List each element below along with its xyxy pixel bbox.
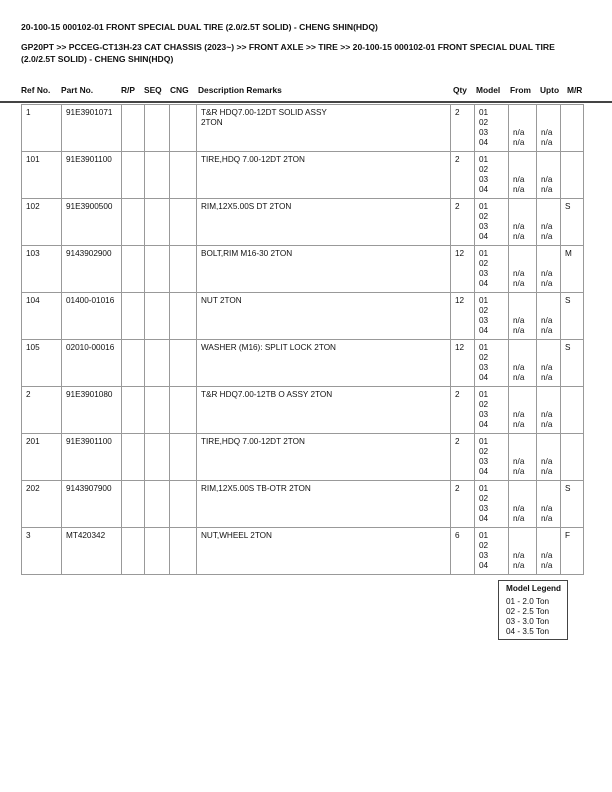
model-code: 03 (479, 504, 489, 513)
na-value: n/a (541, 175, 553, 184)
na-value: n/a (541, 326, 553, 335)
seq-cell (145, 434, 170, 481)
na-value: n/a (513, 185, 525, 194)
cng-cell (170, 387, 197, 434)
upto-cell (537, 199, 561, 246)
desc-cell (197, 199, 451, 246)
seq-cell (145, 293, 170, 340)
qty-cell (451, 293, 475, 340)
col-qty: Qty (453, 85, 467, 95)
model-code: 01 (479, 155, 489, 164)
description: NUT 2TON (201, 296, 242, 305)
description: TIRE,HDQ 7.00-12DT 2TON (201, 437, 305, 446)
part-no: 9143907900 (66, 484, 112, 493)
col-seq: SEQ (144, 85, 162, 95)
na-value: n/a (541, 279, 553, 288)
description: T&R HDQ7.00-12TB O ASSY 2TON (201, 390, 333, 399)
from-cell (509, 152, 537, 199)
part-cell (62, 293, 122, 340)
model-code: 02 (479, 212, 489, 221)
from-cell (509, 528, 537, 575)
model-code: 04 (479, 185, 489, 194)
legend-item: 02 - 2.5 Ton (506, 607, 550, 616)
upto-cell (537, 434, 561, 481)
model-code: 01 (479, 437, 489, 446)
model-code: 02 (479, 165, 489, 174)
model-code: 01 (479, 108, 489, 117)
na-value: n/a (513, 128, 525, 137)
qty: 2 (455, 390, 460, 399)
model-code: 02 (479, 400, 489, 409)
model-code: 04 (479, 232, 489, 241)
model-code: 03 (479, 175, 489, 184)
mr-code: S (565, 202, 571, 211)
model-code: 01 (479, 296, 489, 305)
upto-cell (537, 152, 561, 199)
table-row (22, 481, 584, 528)
model-code: 01 (479, 343, 489, 352)
cng-cell (170, 293, 197, 340)
from-cell (509, 293, 537, 340)
mr-cell (561, 434, 584, 481)
col-mr: M/R (567, 85, 583, 95)
col-rp: R/P (121, 85, 135, 95)
part-no: 01400-01016 (66, 296, 115, 305)
ref-cell (22, 528, 62, 575)
na-value: n/a (541, 504, 553, 513)
ref-no: 1 (26, 108, 31, 117)
seq-cell (145, 340, 170, 387)
na-value: n/a (541, 185, 553, 194)
qty-cell (451, 199, 475, 246)
upto-cell (537, 481, 561, 528)
mr-code: M (565, 249, 572, 258)
na-value: n/a (541, 269, 553, 278)
desc-cell (197, 434, 451, 481)
ref-cell (22, 246, 62, 293)
na-value: n/a (541, 514, 553, 523)
cng-cell (170, 481, 197, 528)
description: RIM,12X5.00S TB-OTR 2TON (201, 484, 311, 493)
rp-cell (122, 528, 145, 575)
na-value: n/a (513, 232, 525, 241)
qty-cell (451, 528, 475, 575)
na-value: n/a (513, 457, 525, 466)
na-value: n/a (541, 373, 553, 382)
qty: 2 (455, 437, 460, 446)
part-no: MT420342 (66, 531, 106, 540)
model-cell (475, 434, 509, 481)
mr-cell (561, 528, 584, 575)
upto-cell (537, 340, 561, 387)
cng-cell (170, 340, 197, 387)
from-cell (509, 340, 537, 387)
model-code: 02 (479, 541, 489, 550)
from-cell (509, 246, 537, 293)
model-cell (475, 246, 509, 293)
model-code: 03 (479, 269, 489, 278)
na-value: n/a (513, 410, 525, 419)
ref-cell (22, 340, 62, 387)
part-cell (62, 105, 122, 152)
na-value: n/a (541, 551, 553, 560)
seq-cell (145, 152, 170, 199)
desc-cell (197, 387, 451, 434)
mr-cell (561, 105, 584, 152)
part-no: 02010-00016 (66, 343, 115, 352)
na-value: n/a (513, 561, 525, 570)
col-ref: Ref No. (21, 85, 51, 95)
table-row (22, 340, 584, 387)
na-value: n/a (513, 504, 525, 513)
na-value: n/a (541, 363, 553, 372)
rp-cell (122, 293, 145, 340)
from-cell (509, 434, 537, 481)
na-value: n/a (513, 467, 525, 476)
model-code: 04 (479, 326, 489, 335)
qty: 12 (455, 296, 465, 305)
ref-no: 3 (26, 531, 31, 540)
model-cell (475, 481, 509, 528)
table-row (22, 246, 584, 293)
na-value: n/a (513, 326, 525, 335)
rp-cell (122, 481, 145, 528)
na-value: n/a (513, 316, 525, 325)
model-code: 03 (479, 316, 489, 325)
cng-cell (170, 246, 197, 293)
model-cell (475, 387, 509, 434)
rp-cell (122, 152, 145, 199)
mr-cell (561, 387, 584, 434)
rp-cell (122, 387, 145, 434)
cng-cell (170, 152, 197, 199)
mr-cell (561, 340, 584, 387)
na-value: n/a (513, 363, 525, 372)
qty-cell (451, 152, 475, 199)
model-legend (498, 580, 568, 640)
ref-no: 103 (26, 249, 40, 258)
description: WASHER (M16): SPLIT LOCK 2TON (201, 343, 336, 352)
desc-cell (197, 152, 451, 199)
model-code: 02 (479, 306, 489, 315)
ref-no: 201 (26, 437, 40, 446)
header-rule (0, 101, 612, 103)
part-cell (62, 152, 122, 199)
cng-cell (170, 434, 197, 481)
col-cng: CNG (170, 85, 189, 95)
model-code: 04 (479, 467, 489, 476)
ref-cell (22, 387, 62, 434)
part-cell (62, 528, 122, 575)
mr-code: F (565, 531, 571, 540)
mr-cell (561, 152, 584, 199)
mr-cell (561, 199, 584, 246)
desc-cell (197, 293, 451, 340)
na-value: n/a (541, 561, 553, 570)
mr-cell (561, 481, 584, 528)
upto-cell (537, 293, 561, 340)
seq-cell (145, 387, 170, 434)
parts-table (21, 104, 584, 575)
part-cell (62, 481, 122, 528)
qty-cell (451, 387, 475, 434)
description: TIRE,HDQ 7.00-12DT 2TON (201, 155, 305, 164)
qty-cell (451, 481, 475, 528)
seq-cell (145, 528, 170, 575)
ref-no: 105 (26, 343, 40, 352)
model-code: 01 (479, 202, 489, 211)
part-no: 91E3901080 (66, 390, 113, 399)
qty: 12 (455, 343, 465, 352)
part-cell (62, 199, 122, 246)
ref-no: 101 (26, 155, 40, 164)
breadcrumb: GP20PT >> PCCEG-CT13H-23 CAT CHASSIS (2023~) >> FRONT AXLE >> TIRE >> 20-100-15 000102-01 FRONT SPECIAL DUAL TIRE (2.0/2.5T SOLID) - CHENG SHIN(HDQ) (21, 42, 555, 64)
desc-cell (197, 528, 451, 575)
model-code: 04 (479, 420, 489, 429)
qty: 2 (455, 484, 460, 493)
model-code: 04 (479, 514, 489, 523)
mr-cell (561, 246, 584, 293)
cng-cell (170, 528, 197, 575)
qty-cell (451, 105, 475, 152)
mr-cell (561, 293, 584, 340)
col-upto: Upto (540, 85, 560, 95)
na-value: n/a (541, 467, 553, 476)
part-no: 91E3901071 (66, 108, 113, 117)
part-cell (62, 340, 122, 387)
legend-item: 01 - 2.0 Ton (506, 597, 550, 606)
rp-cell (122, 246, 145, 293)
na-value: n/a (541, 316, 553, 325)
upto-cell (537, 105, 561, 152)
mr-code: S (565, 343, 571, 352)
model-code: 02 (479, 353, 489, 362)
mr-code: S (565, 296, 571, 305)
na-value: n/a (513, 279, 525, 288)
model-code: 02 (479, 447, 489, 456)
model-code: 03 (479, 551, 489, 560)
col-desc: Description Remarks (198, 85, 282, 95)
model-code: 03 (479, 410, 489, 419)
qty: 2 (455, 155, 460, 164)
rp-cell (122, 340, 145, 387)
page-title: 20-100-15 000102-01 FRONT SPECIAL DUAL TIRE (2.0/2.5T SOLID) - CHENG SHIN(HDQ) (21, 22, 378, 32)
ref-cell (22, 199, 62, 246)
qty: 2 (455, 202, 460, 211)
na-value: n/a (513, 420, 525, 429)
na-value: n/a (513, 138, 525, 147)
table-row (22, 293, 584, 340)
from-cell (509, 387, 537, 434)
table-row (22, 434, 584, 481)
model-code: 04 (479, 561, 489, 570)
table-row (22, 387, 584, 434)
table-row (22, 199, 584, 246)
ref-no: 2 (26, 390, 31, 399)
from-cell (509, 481, 537, 528)
legend-title: Model Legend (506, 584, 562, 593)
model-code: 01 (479, 249, 489, 258)
qty-cell (451, 340, 475, 387)
desc-cell (197, 481, 451, 528)
na-value: n/a (513, 514, 525, 523)
col-from: From (510, 85, 531, 95)
qty-cell (451, 246, 475, 293)
seq-cell (145, 246, 170, 293)
na-value: n/a (541, 410, 553, 419)
model-cell (475, 152, 509, 199)
seq-cell (145, 481, 170, 528)
table-row (22, 105, 584, 152)
na-value: n/a (541, 128, 553, 137)
model-code: 03 (479, 128, 489, 137)
part-no: 9143902900 (66, 249, 112, 258)
model-cell (475, 105, 509, 152)
part-cell (62, 246, 122, 293)
legend-item: 03 - 3.0 Ton (506, 617, 550, 626)
from-cell (509, 199, 537, 246)
part-no: 91E3901100 (66, 437, 112, 446)
desc-cell (197, 105, 451, 152)
model-cell (475, 340, 509, 387)
qty: 6 (455, 531, 460, 540)
seq-cell (145, 199, 170, 246)
ref-no: 202 (26, 484, 40, 493)
rp-cell (122, 434, 145, 481)
col-model: Model (476, 85, 501, 95)
upto-cell (537, 387, 561, 434)
na-value: n/a (513, 269, 525, 278)
model-cell (475, 528, 509, 575)
na-value: n/a (513, 551, 525, 560)
description: NUT,WHEEL 2TON (201, 531, 272, 540)
model-code: 03 (479, 363, 489, 372)
part-cell (62, 434, 122, 481)
qty: 12 (455, 249, 465, 258)
na-value: n/a (541, 420, 553, 429)
seq-cell (145, 105, 170, 152)
ref-cell (22, 105, 62, 152)
na-value: n/a (541, 232, 553, 241)
ref-cell (22, 152, 62, 199)
na-value: n/a (541, 222, 553, 231)
mr-code: S (565, 484, 571, 493)
table-row (22, 528, 584, 575)
ref-no: 102 (26, 202, 40, 211)
na-value: n/a (541, 457, 553, 466)
part-cell (62, 387, 122, 434)
col-part: Part No. (61, 85, 94, 95)
model-cell (475, 199, 509, 246)
model-code: 03 (479, 222, 489, 231)
upto-cell (537, 528, 561, 575)
model-code: 04 (479, 138, 489, 147)
rp-cell (122, 199, 145, 246)
rp-cell (122, 105, 145, 152)
part-no: 91E3901100 (66, 155, 112, 164)
description: BOLT,RIM M16-30 2TON (201, 249, 293, 258)
model-code: 03 (479, 457, 489, 466)
part-no: 91E3900500 (66, 202, 113, 211)
desc-cell (197, 340, 451, 387)
na-value: n/a (513, 222, 525, 231)
description: RIM,12X5.00S DT 2TON (201, 202, 292, 211)
legend-item: 04 - 3.5 Ton (506, 627, 550, 636)
ref-cell (22, 434, 62, 481)
model-code: 04 (479, 373, 489, 382)
table-header (0, 85, 612, 98)
ref-no: 104 (26, 296, 40, 305)
cng-cell (170, 105, 197, 152)
model-code: 04 (479, 279, 489, 288)
qty: 2 (455, 108, 460, 117)
na-value: n/a (513, 175, 525, 184)
ref-cell (22, 293, 62, 340)
qty-cell (451, 434, 475, 481)
model-code: 01 (479, 390, 489, 399)
ref-cell (22, 481, 62, 528)
desc-cell (197, 246, 451, 293)
model-cell (475, 293, 509, 340)
model-code: 02 (479, 259, 489, 268)
from-cell (509, 105, 537, 152)
description: T&R HDQ7.00-12DT SOLID ASSY (201, 108, 327, 117)
model-code: 01 (479, 484, 489, 493)
cng-cell (170, 199, 197, 246)
model-code: 01 (479, 531, 489, 540)
upto-cell (537, 246, 561, 293)
model-code: 02 (479, 494, 489, 503)
na-value: n/a (541, 138, 553, 147)
table-row (22, 152, 584, 199)
model-code: 02 (479, 118, 489, 127)
description-line2: 2TON (201, 118, 223, 127)
na-value: n/a (513, 373, 525, 382)
